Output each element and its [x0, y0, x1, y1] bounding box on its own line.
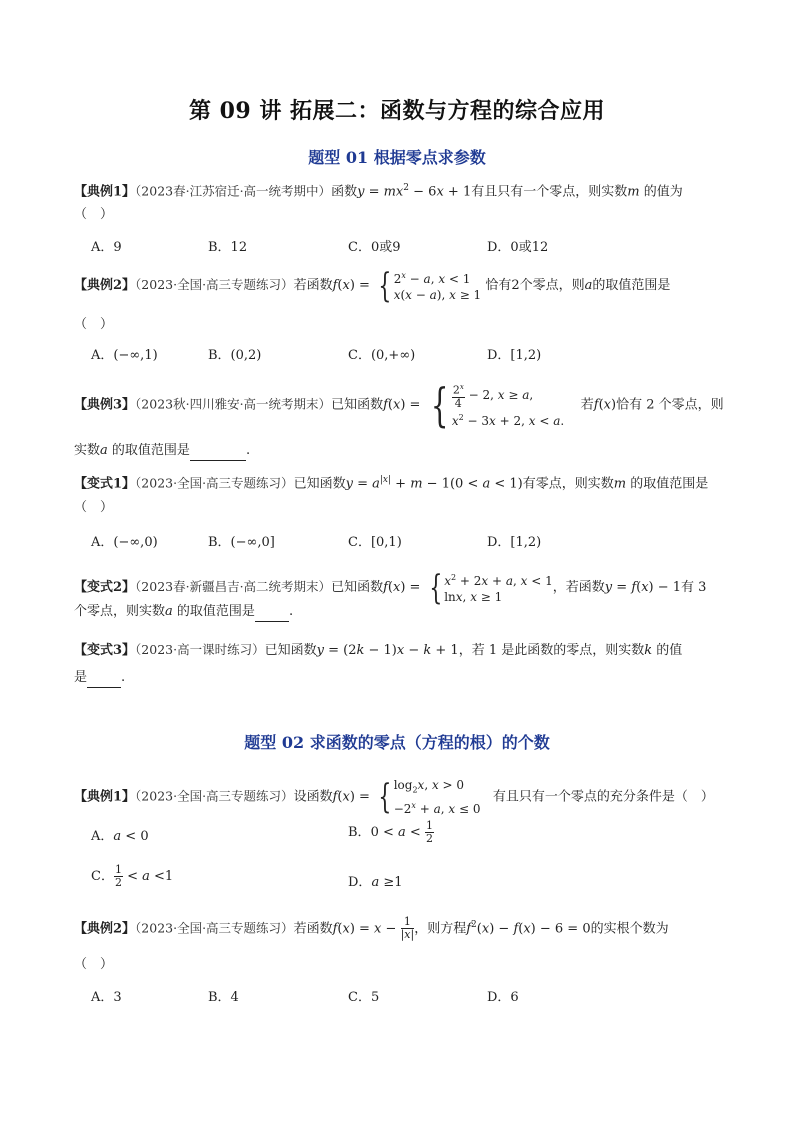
- q1-option-d[interactable]: D．0或12: [487, 240, 549, 255]
- variant-1: 【变式1】（2023·全国·高三专题练习）已知函数$y = a^{|x|} + m - 1(0 < a < 1)$有零点，则实数m 的取值范围是: [74, 475, 709, 492]
- left-brace: {: [378, 777, 392, 818]
- q4-option-d[interactable]: D．a ≥1: [348, 875, 403, 890]
- question-1-paren: （ ）: [74, 207, 114, 222]
- question-1: 【典例1】（2023春·江苏宿迁·高一统考期中）函数$y = mx^2 - 6x + 1$有且只有一个零点，则实数m 的值为: [74, 183, 683, 200]
- q5-option-b[interactable]: B．4: [208, 990, 239, 1005]
- q1-option-a[interactable]: A．9: [91, 240, 122, 255]
- piecewise-cases: $\log_2x$, x > 0 $-2^x + a$, x ≤ 0: [393, 778, 481, 817]
- piecewise-cases: $2^x - a$, x < 1 x(x − a), x ≥ 1: [393, 271, 482, 302]
- q4-option-c[interactable]: C． $\frac{1}{2}$ < a <1: [91, 863, 174, 889]
- section-heading-2: 题型 02 求函数的零点（方程的根）的个数: [244, 733, 550, 752]
- variant-3: 【变式3】（2023·高一课时练习）已知函数y = (2k − 1)x − k + 1，若 1 是此函数的零点，则实数k 的值: [74, 642, 683, 658]
- piecewise-cases: $\frac{2^x}{4}$ − 2, x ≥ a, $x^2 - 3x + 2$, x < a.: [451, 383, 565, 428]
- variant-1-paren: （ ）: [74, 500, 114, 515]
- q4-option-b[interactable]: B．0 < a < $\frac{1}{2}$: [348, 819, 433, 845]
- piecewise-cases: $x^2 + 2x + a$, x < 1 lnx, x ≥ 1: [444, 573, 553, 604]
- q5-option-d[interactable]: D．6: [487, 990, 519, 1005]
- question-3-line2: 实数a 的取值范围是 .: [74, 442, 250, 461]
- answer-blank[interactable]: [87, 669, 121, 688]
- page-title: 第 09 讲 拓展二：函数与方程的综合应用: [188, 98, 606, 124]
- q4-option-a[interactable]: A．a < 0: [91, 829, 149, 844]
- question-3: 【典例3】（2023秋·四川雅安·高一统考期末）已知函数f(x) = { $\frac{2^x}{4}$ − 2, x ≥ a, $x^2 - 3x + 2$, x < a. 若f(x)恰有 2 个零点，则: [74, 377, 724, 432]
- question-5-paren: （ ）: [74, 957, 114, 972]
- variant-2-line2: 个零点，则实数a 的取值范围是 .: [74, 603, 293, 622]
- question-5: 【典例2】（2023·全国·高三专题练习）若函数f(x) = x − $\frac{1}{|x|}$ ，则方程$f^2(x) - f(x) - 6 = 0$的实根个数为: [74, 915, 669, 942]
- v1-option-b[interactable]: B．(−∞,0]: [208, 535, 275, 550]
- question-4: 【典例1】（2023·全国·高三专题练习）设函数f(x) = { $\log_2x$, x > 0 $-2^x + a$, x ≤ 0 有且只有一个零点的充分条件是（ ）: [74, 777, 714, 818]
- v1-option-c[interactable]: C．[0,1): [348, 535, 402, 550]
- left-brace: {: [378, 265, 392, 306]
- left-brace: {: [428, 567, 442, 608]
- answer-blank[interactable]: [190, 442, 246, 461]
- q2-option-c[interactable]: C．(0,+∞): [348, 348, 416, 363]
- v1-option-a[interactable]: A．(−∞,0): [91, 535, 158, 550]
- q5-option-c[interactable]: C．5: [348, 990, 380, 1005]
- question-2-paren: （ ）: [74, 317, 114, 332]
- answer-blank[interactable]: [255, 603, 289, 622]
- question-2: 【典例2】（2023·全国·高三专题练习）若函数f(x) = { $2^x - a$, x < 1 x(x − a), x ≥ 1 恰有2个零点，则a的取值范围是: [74, 265, 671, 306]
- q5-option-a[interactable]: A．3: [91, 990, 122, 1005]
- math-expression: y: [357, 184, 365, 200]
- variant-2: 【变式2】（2023春·新疆昌吉·高二统考期末）已知函数f(x) = { $x^2 + 2x + a$, x < 1 lnx, x ≥ 1，若函数y = f(x) − 1有 3: [74, 567, 707, 608]
- section-heading-1: 题型 01 根据零点求参数: [308, 148, 486, 167]
- q1-option-c[interactable]: C．0或9: [348, 240, 401, 255]
- q1-option-b[interactable]: B．12: [208, 240, 248, 255]
- q2-option-b[interactable]: B．(0,2): [208, 348, 262, 363]
- q2-option-a[interactable]: A．(−∞,1): [91, 348, 158, 363]
- q2-option-d[interactable]: D．[1,2): [487, 348, 542, 363]
- variant-3-line2: 是 .: [74, 669, 125, 688]
- v1-option-d[interactable]: D．[1,2): [487, 535, 542, 550]
- left-brace: {: [430, 377, 448, 432]
